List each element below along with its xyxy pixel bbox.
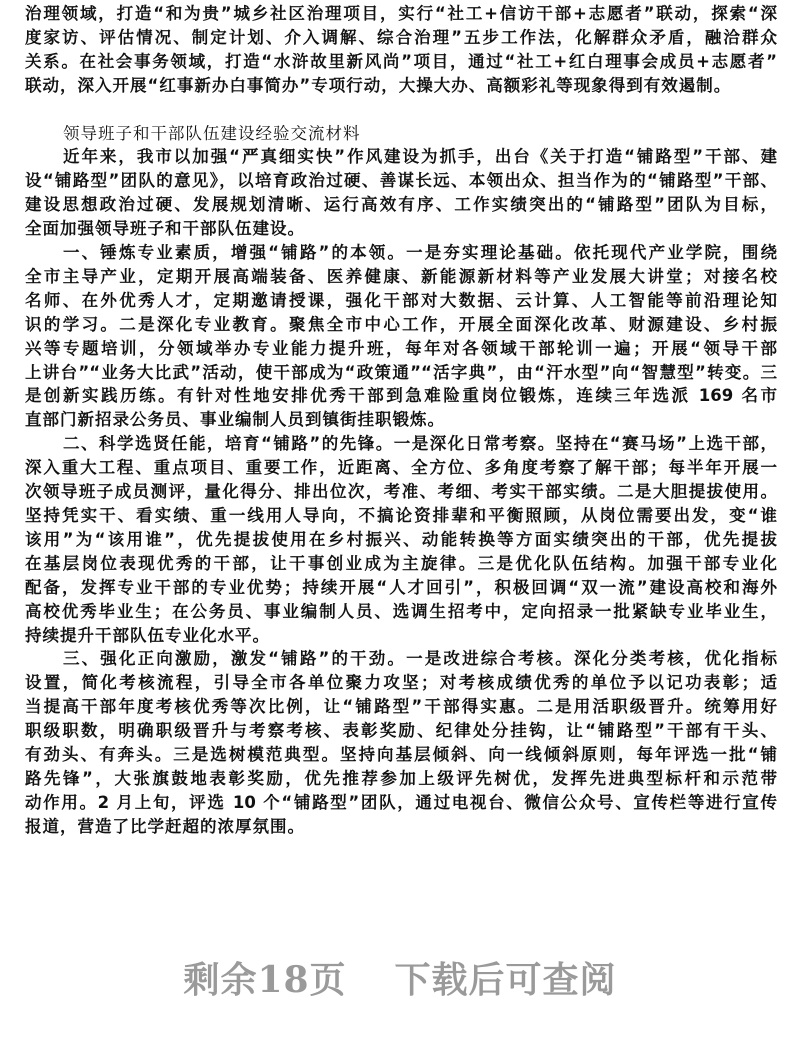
text-line: 次领导班子成员测评，量化得分、排出位次，考准、考细、考实干部实绩。二是大胆提拔使用。 (25, 482, 777, 502)
paragraph (25, 241, 777, 432)
text-line: 一、锤炼专业素质，增强“铺路”的本领。一是夯实理论基础。依托现代产业学院，围绕 (63, 243, 777, 263)
text-line: 治理领域，打造“和为贵”城乡社区治理项目，实行“社工+信访干部+志愿者”联动，探索“深 (25, 4, 777, 23)
text-line: 度家访、评估情况、制定计划、介入调解、综合治理”五步工作法，化解群众矛盾，融洽群众 (25, 27, 777, 47)
text-line: 设置，简化考核流程，引导全市各单位聚力攻坚；对考核成绩优秀的单位予以记功表彰；适 (25, 673, 777, 693)
text-line: 兴等专题培训，分领域举办专业能力提升班，每年对各领域干部轮训一遍；开展“领导干部 (25, 338, 777, 358)
text-line: 坚持凭实干、看实绩、重一线用人导向，不搞论资排辈和平衡照顾，从岗位需要出发，变“谁 (25, 506, 777, 526)
text-line: 有劲头、有奔头。三是选树模范典型。坚持向基层倾斜、向一线倾斜原则，每年评选一批“铺 (25, 745, 777, 765)
text-line: 联动，深入开展“红事新办白事简办”专项行动，大操大办、高额彩礼等现象得到有效遏制。 (25, 75, 732, 95)
text-line: 二、科学选贤任能，培育“铺路”的先锋。一是深化日常考察。坚持在“赛马场”上选干部， (63, 434, 777, 454)
text-line: 建设思想政治过硬、发展规划清晰、运行高效有序、工作实绩突出的“铺路型”团队为目标， (25, 195, 777, 215)
text-line: 配备，发挥专业干部的专业优势；持续开展“人才回引”，积极回调“双一流”建设高校和海外 (25, 577, 777, 597)
paragraph (25, 145, 777, 241)
text-line: 上讲台”“业务大比武”活动，使干部成为“政策通”“活字典”，由“汗水型”向“智慧型”转变。三 (25, 362, 777, 382)
intro-paragraph (25, 2, 777, 98)
text-line: 三、强化正向激励，激发“铺路”的干劲。一是改进综合考核。深化分类考核，优化指标 (63, 649, 777, 669)
text-line: 职级职数，明确职级晋升与考察考核、表彰奖励、纪律处分挂钩，让“铺路型”干部有干头、 (25, 721, 777, 741)
text-line: 报道，营造了比学赶超的浓厚氛围。 (25, 816, 305, 836)
text-line: 全市主导产业，定期开展高端装备、医养健康、新能源新材料等产业发展大讲堂；对接名校 (25, 266, 777, 286)
text-line: 高校优秀毕业生；在公务员、事业编制人员、选调生招考中，定向招录一批紧缺专业毕业生， (25, 601, 777, 621)
text-line: 全面加强领导班子和干部队伍建设。 (25, 219, 305, 239)
text-line: 关系。在社会事务领域，打造“水浒故里新风尚”项目，通过“社工+红白理事会成员+志愿者” (25, 51, 777, 71)
text-line: 直部门新招录公务员、事业编制人员到镇街挂职锻炼。 (25, 410, 445, 430)
remaining-pages-label: 剩余18页 (183, 959, 347, 1001)
paragraphs (25, 145, 777, 838)
text-line: 识的学习。二是深化专业教育。聚焦全市中心工作，开展全面深化改革、财源建设、乡村振 (25, 314, 777, 334)
paragraph (25, 647, 777, 838)
text-line: 动作用。2 月上旬，评选 10 个“铺路型”团队，通过电视台、微信公众号、宣传栏等进行宣传 (25, 792, 777, 812)
text-line: 名师、在外优秀人才，定期邀请授课，强化干部对大数据、云计算、人工智能等前沿理论知 (25, 290, 777, 310)
text-line: 近年来，我市以加强“严真细实快”作风建设为抓手，出台《关于打造“铺路型”干部、建 (63, 147, 777, 167)
text-line: 是创新实践历练。有针对性地安排优秀干部到急难险重岗位锻炼，连续三年选派 169 名市 (25, 386, 777, 406)
text-line: 设“铺路型”团队的意见》，以培育政治过硬、善谋长远、本领出众、担当作为的“铺路型”干部、 (25, 171, 777, 191)
text-line: 该用”为“该用谁”，优先提拔使用在乡村振兴、动能转换等方面实绩突出的干部，优先提拔 (25, 529, 777, 549)
text-line: 路先锋”，大张旗鼓地表彰奖励，优先推荐参加上级评先树优，发挥先进典型标杆和示范带 (25, 768, 777, 788)
text-line: 当提高干部年度考核优秀等次比例，让“铺路型”干部得实惠。二是用活职级晋升。统筹用好 (25, 697, 777, 717)
download-hint-label[interactable]: 下载后可查阅 (394, 959, 617, 1001)
document-body (25, 2, 777, 839)
download-banner[interactable] (0, 952, 800, 1003)
text-line: 在基层岗位表现优秀的干部，让干事创业成为主旋律。三是优化队伍结构。加强干部专业化 (25, 553, 777, 573)
document-title: 领导班子和干部队伍建设经验交流材料 (63, 123, 361, 143)
spacer (25, 98, 777, 122)
text-line: 深入重大工程、重点项目、重要工作，近距离、全方位、多角度考察了解干部；每半年开展一 (25, 458, 777, 478)
paragraph (25, 432, 777, 647)
text-line: 持续提升干部队伍专业化水平。 (25, 625, 270, 645)
